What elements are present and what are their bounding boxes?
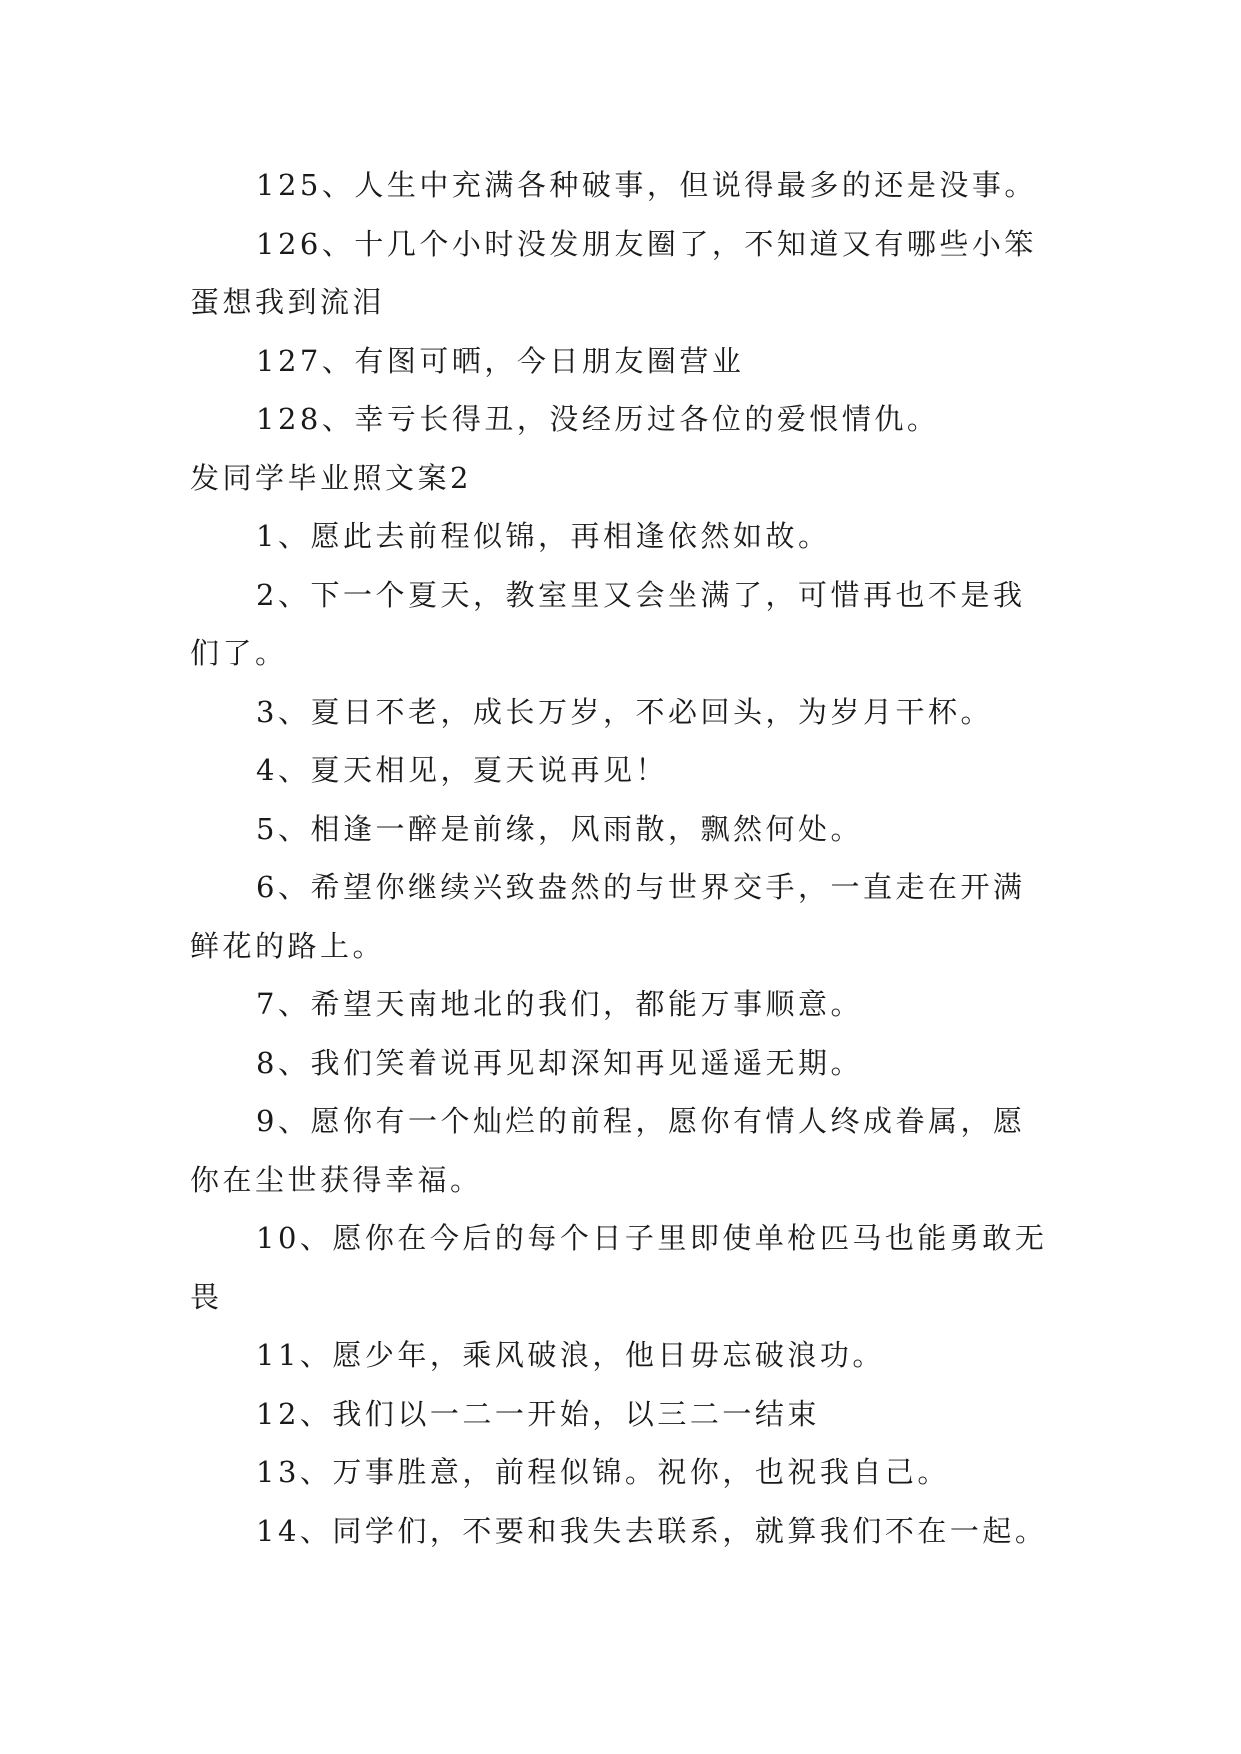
text-line: 5、相逢一醉是前缘，风雨散，飘然何处。 (256, 812, 863, 846)
text-line: 10、愿你在今后的每个日子里即使单枪匹马也能勇敢无 (256, 1221, 1048, 1255)
text-line: 蛋想我到流泪 (190, 285, 386, 319)
text-line: 9、愿你有一个灿烂的前程，愿你有情人终成眷属，愿 (256, 1104, 1026, 1138)
section-heading: 发同学毕业照文案2 (190, 461, 472, 495)
text-line: 7、希望天南地北的我们，都能万事顺意。 (256, 987, 863, 1021)
text-line: 128、幸亏长得丑，没经历过各位的爱恨情仇。 (256, 402, 940, 436)
text-line: 们了。 (190, 636, 288, 670)
text-line: 126、十几个小时没发朋友圈了，不知道又有哪些小笨 (256, 227, 1037, 261)
text-line: 6、希望你继续兴致盎然的与世界交手，一直走在开满 (256, 870, 1026, 904)
text-line: 8、我们笑着说再见却深知再见遥遥无期。 (256, 1046, 863, 1080)
text-line: 你在尘世获得幸福。 (190, 1163, 483, 1197)
text-line: 127、有图可晒，今日朋友圈营业 (256, 344, 745, 378)
text-line: 11、愿少年，乘风破浪，他日毋忘破浪功。 (256, 1338, 885, 1372)
text-line: 14、同学们，不要和我失去联系，就算我们不在一起。 (256, 1514, 1048, 1548)
text-line: 13、万事胜意，前程似锦。祝你，也祝我自己。 (256, 1455, 950, 1489)
text-line: 125、人生中充满各种破事，但说得最多的还是没事。 (256, 168, 1037, 202)
text-line: 1、愿此去前程似锦，再相逢依然如故。 (256, 519, 831, 553)
text-line: 3、夏日不老，成长万岁，不必回头，为岁月干杯。 (256, 695, 993, 729)
text-line: 畏 (190, 1280, 223, 1314)
text-line: 鲜花的路上。 (190, 929, 386, 963)
text-line: 12、我们以一二一开始，以三二一结束 (256, 1397, 820, 1431)
text-line: 2、下一个夏天，教室里又会坐满了，可惜再也不是我 (256, 578, 1026, 612)
text-line: 4、夏天相见，夏天说再见！ (256, 753, 668, 787)
